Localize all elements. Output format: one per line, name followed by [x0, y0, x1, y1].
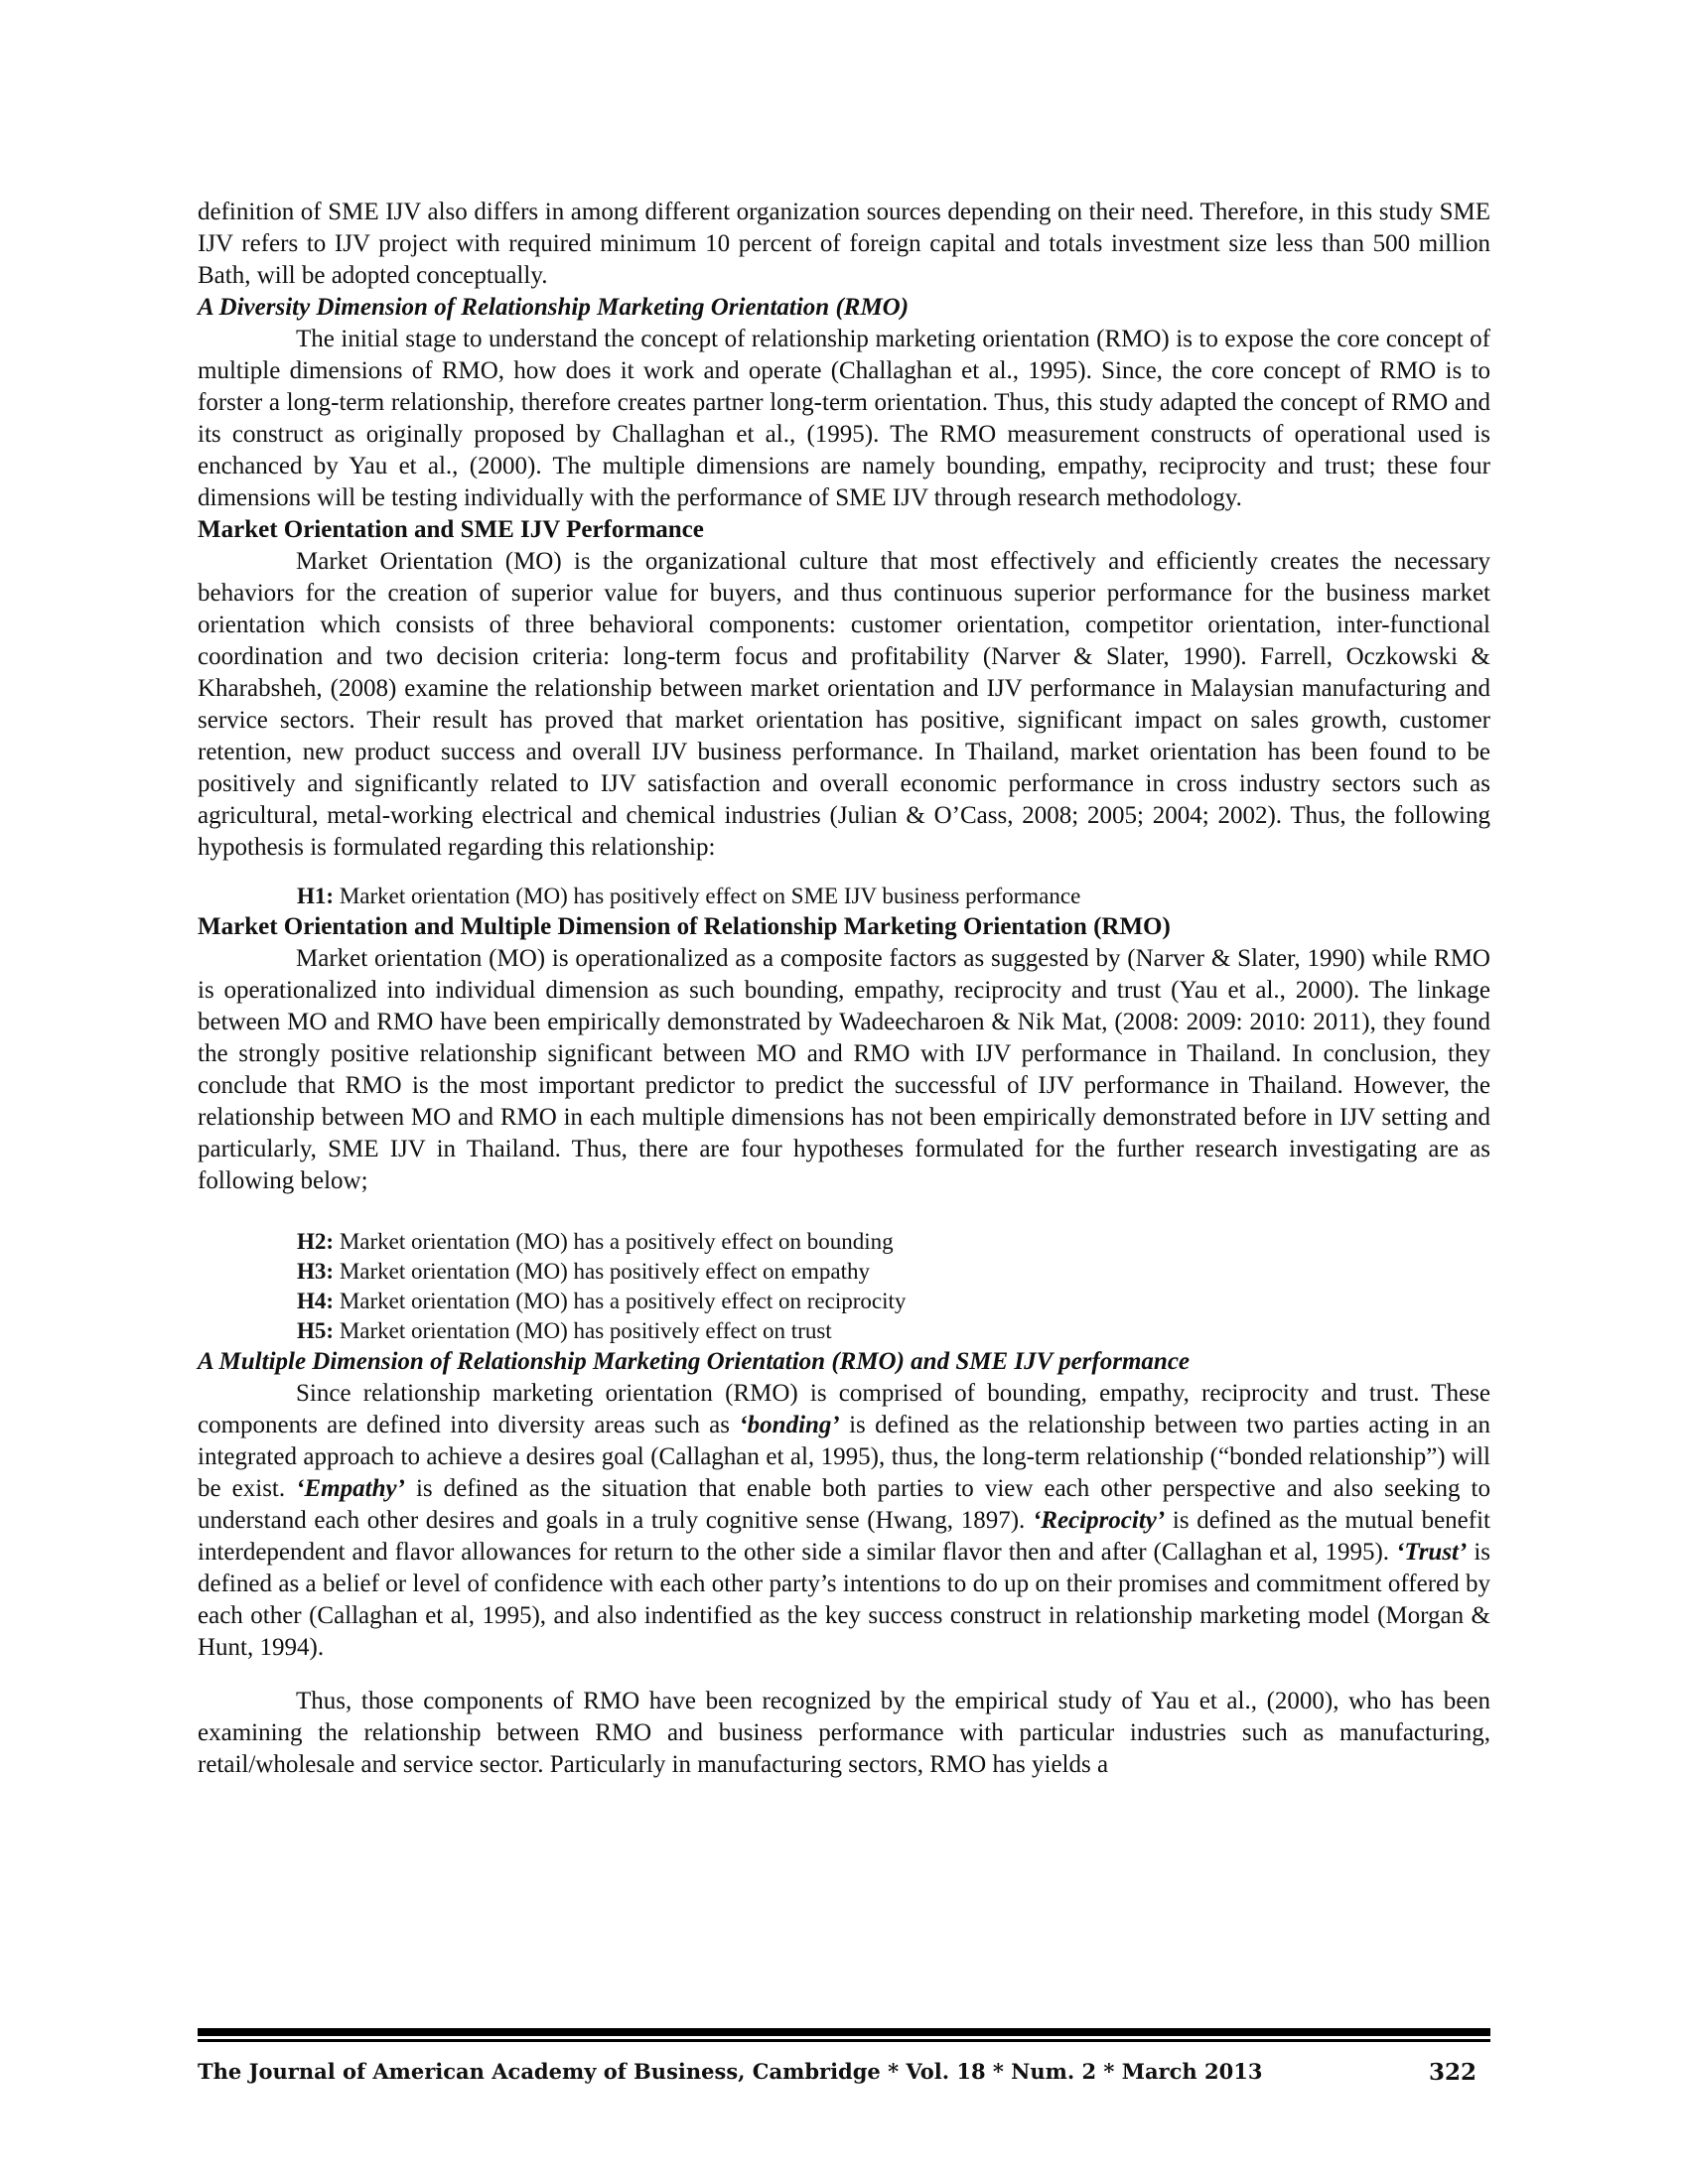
term-bonding: ‘bonding’: [739, 1412, 840, 1438]
hypothesis-text: Market orientation (MO) has a positively effect on reciprocity: [339, 1289, 907, 1313]
term-empathy: ‘Empathy’: [296, 1475, 405, 1502]
section-heading-rmo: A Diversity Dimension of Relationship Marketing Orientation (RMO): [198, 294, 910, 321]
hypothesis-text: Market orientation (MO) has positively effect on SME IJV business performance: [339, 884, 1081, 908]
hypothesis-label: H2:: [297, 1229, 335, 1254]
text-run: is defined as the mutual benefit interdependent and flavor allowances for return to the other side a similar flavor then and after (Callaghan et al, 1995).: [198, 1507, 1490, 1566]
hypothesis-h2: [297, 1227, 1490, 1257]
footer-rule: [198, 2028, 1490, 2036]
hypothesis-label: H5:: [297, 1318, 335, 1343]
section-heading-mo-rmo: Market Orientation and Multiple Dimension of Relationship Marketing Orientation (RMO): [198, 913, 1171, 940]
section-rmo-performance-paragraph-2: Thus, those components of RMO have been recognized by the empirical study of Yau et al., (2000), who has been examining the relationship between RMO and business performance with particular industries such as manufacturing, retail/wholesale and service sector. Particularly in manufacturing sectors, RMO has yields a: [198, 1688, 1490, 1778]
hypothesis-label: H4:: [297, 1289, 335, 1313]
hypothesis-list-mo-rmo: [198, 1227, 1490, 1346]
term-reciprocity: ‘Reciprocity’: [1032, 1507, 1166, 1534]
hypothesis-text: Market orientation (MO) has a positively effect on bounding: [339, 1229, 894, 1254]
hypothesis-h4: [297, 1287, 1490, 1316]
page-number: 322: [1428, 2059, 1477, 2086]
hypothesis-label: H3:: [297, 1259, 335, 1284]
section-heading-rmo-performance: A Multiple Dimension of Relationship Marketing Orientation (RMO) and SME IJV performance: [198, 1348, 1191, 1375]
section-heading-mo: Market Orientation and SME IJV Performance: [198, 516, 704, 543]
section-rmo-performance-paragraph-1: [198, 1378, 1490, 1664]
term-trust: ‘Trust’: [1396, 1539, 1468, 1566]
text-run: Since relationship marketing orientation (RMO) is comprised of bounding, empathy, reciprocity and trust. These components are defined into diversity areas such as: [198, 1380, 1490, 1438]
hypothesis-text: Market orientation (MO) has positively effect on trust: [339, 1318, 832, 1343]
text-run: is defined as the relationship between two parties acting in an integrated approach to achieve a desires goal (Callaghan et al, 1995), thus, the long-term relationship (“bonded relationship”) will be exist.: [198, 1412, 1491, 1502]
hypothesis-list-mo: [198, 882, 1490, 911]
footer-rule-thin: [198, 2039, 1490, 2042]
section-mo-rmo-paragraph: Market orientation (MO) is operationalized as a composite factors as suggested by (Narver & Slater, 1990) while RMO is operationalized into individual dimension as such bounding, empathy, reciprocity and trust (Yau et al., 2000). The linkage between MO and RMO have been empirically demonstrated by Wadeecharoen & Nik Mat, (2008: 2009: 2010: 2011), they found the strongly positive relationship significant between MO and RMO with IJV performance in Thailand. In conclusion, they conclude that RMO is the most important predictor to predict the successful of IJV performance in Thailand. However, the relationship between MO and RMO in each multiple dimensions has not been empirically demonstrated before in IJV setting and particularly, SME IJV in Thailand. Thus, there are four hypotheses formulated for the further research investigating are as following below;: [198, 945, 1490, 1194]
hypothesis-h5: [297, 1316, 1490, 1346]
section-mo-paragraph: Market Orientation (MO) is the organizational culture that most effectively and efficiently creates the necessary behaviors for the creation of superior value for buyers, and thus continuous superior performance for the business market orientation which consists of three behavioral components: customer orientation, competitor orientation, inter-functional coordination and two decision criteria: long-term focus and profitability (Narver & Slater, 1990). Farrell, Oczkowski & Kharabsheh, (2008) examine the relationship between market orientation and IJV performance in Malaysian manufacturing and service sectors. Their result has proved that market orientation has positive, significant impact on sales growth, customer retention, new product success and overall IJV business performance. In Thailand, market orientation has been found to be positively and significantly related to IJV satisfaction and overall economic performance in cross industry sectors such as agricultural, metal-working electrical and chemical industries (Julian & O’Cass, 2008; 2005; 2004; 2002). Thus, the following hypothesis is formulated regarding this relationship:: [198, 548, 1490, 861]
hypothesis-h1: [297, 882, 1490, 911]
hypothesis-h3: [297, 1257, 1490, 1287]
intro-paragraph: definition of SME IJV also differs in among different organization sources depending on their need. Therefore, in this study SME IJV refers to IJV project with required minimum 10 percent of foreign capital and totals investment size less than 500 million Bath, will be adopted conceptually.: [198, 199, 1490, 289]
hypothesis-label: H1:: [297, 884, 335, 908]
journal-citation: The Journal of American Academy of Business, Cambridge * Vol. 18 * Num. 2 * March 2013: [198, 2059, 1263, 2084]
text-run: is defined as a belief or level of confidence with each other party’s intentions to do up on their promises and commitment offered by each other (Callaghan et al, 1995), and also indentified as the key success construct in relationship marketing model (Morgan & Hunt, 1994).: [198, 1539, 1490, 1661]
section-rmo-paragraph: The initial stage to understand the concept of relationship marketing orientation (RMO) is to expose the core concept of multiple dimensions of RMO, how does it work and operate (Challaghan et al., 1995). Since, the core concept of RMO is to forster a long-term relationship, therefore creates partner long-term orientation. Thus, this study adapted the concept of RMO and its construct as originally proposed by Challaghan et al., (1995). The RMO measurement constructs of operational used is enchanced by Yau et al., (2000). The multiple dimensions are namely bounding, empathy, reciprocity and trust; these four dimensions will be testing individually with the performance of SME IJV through research methodology.: [198, 326, 1490, 511]
text-run: is defined as the situation that enable both parties to view each other perspective and also seeking to understand each other desires and goals in a truly cognitive sense (Hwang, 1897).: [198, 1475, 1490, 1534]
page-body: [198, 197, 1490, 1781]
hypothesis-text: Market orientation (MO) has positively effect on empathy: [339, 1259, 870, 1284]
page-footer: [198, 2059, 1490, 2095]
